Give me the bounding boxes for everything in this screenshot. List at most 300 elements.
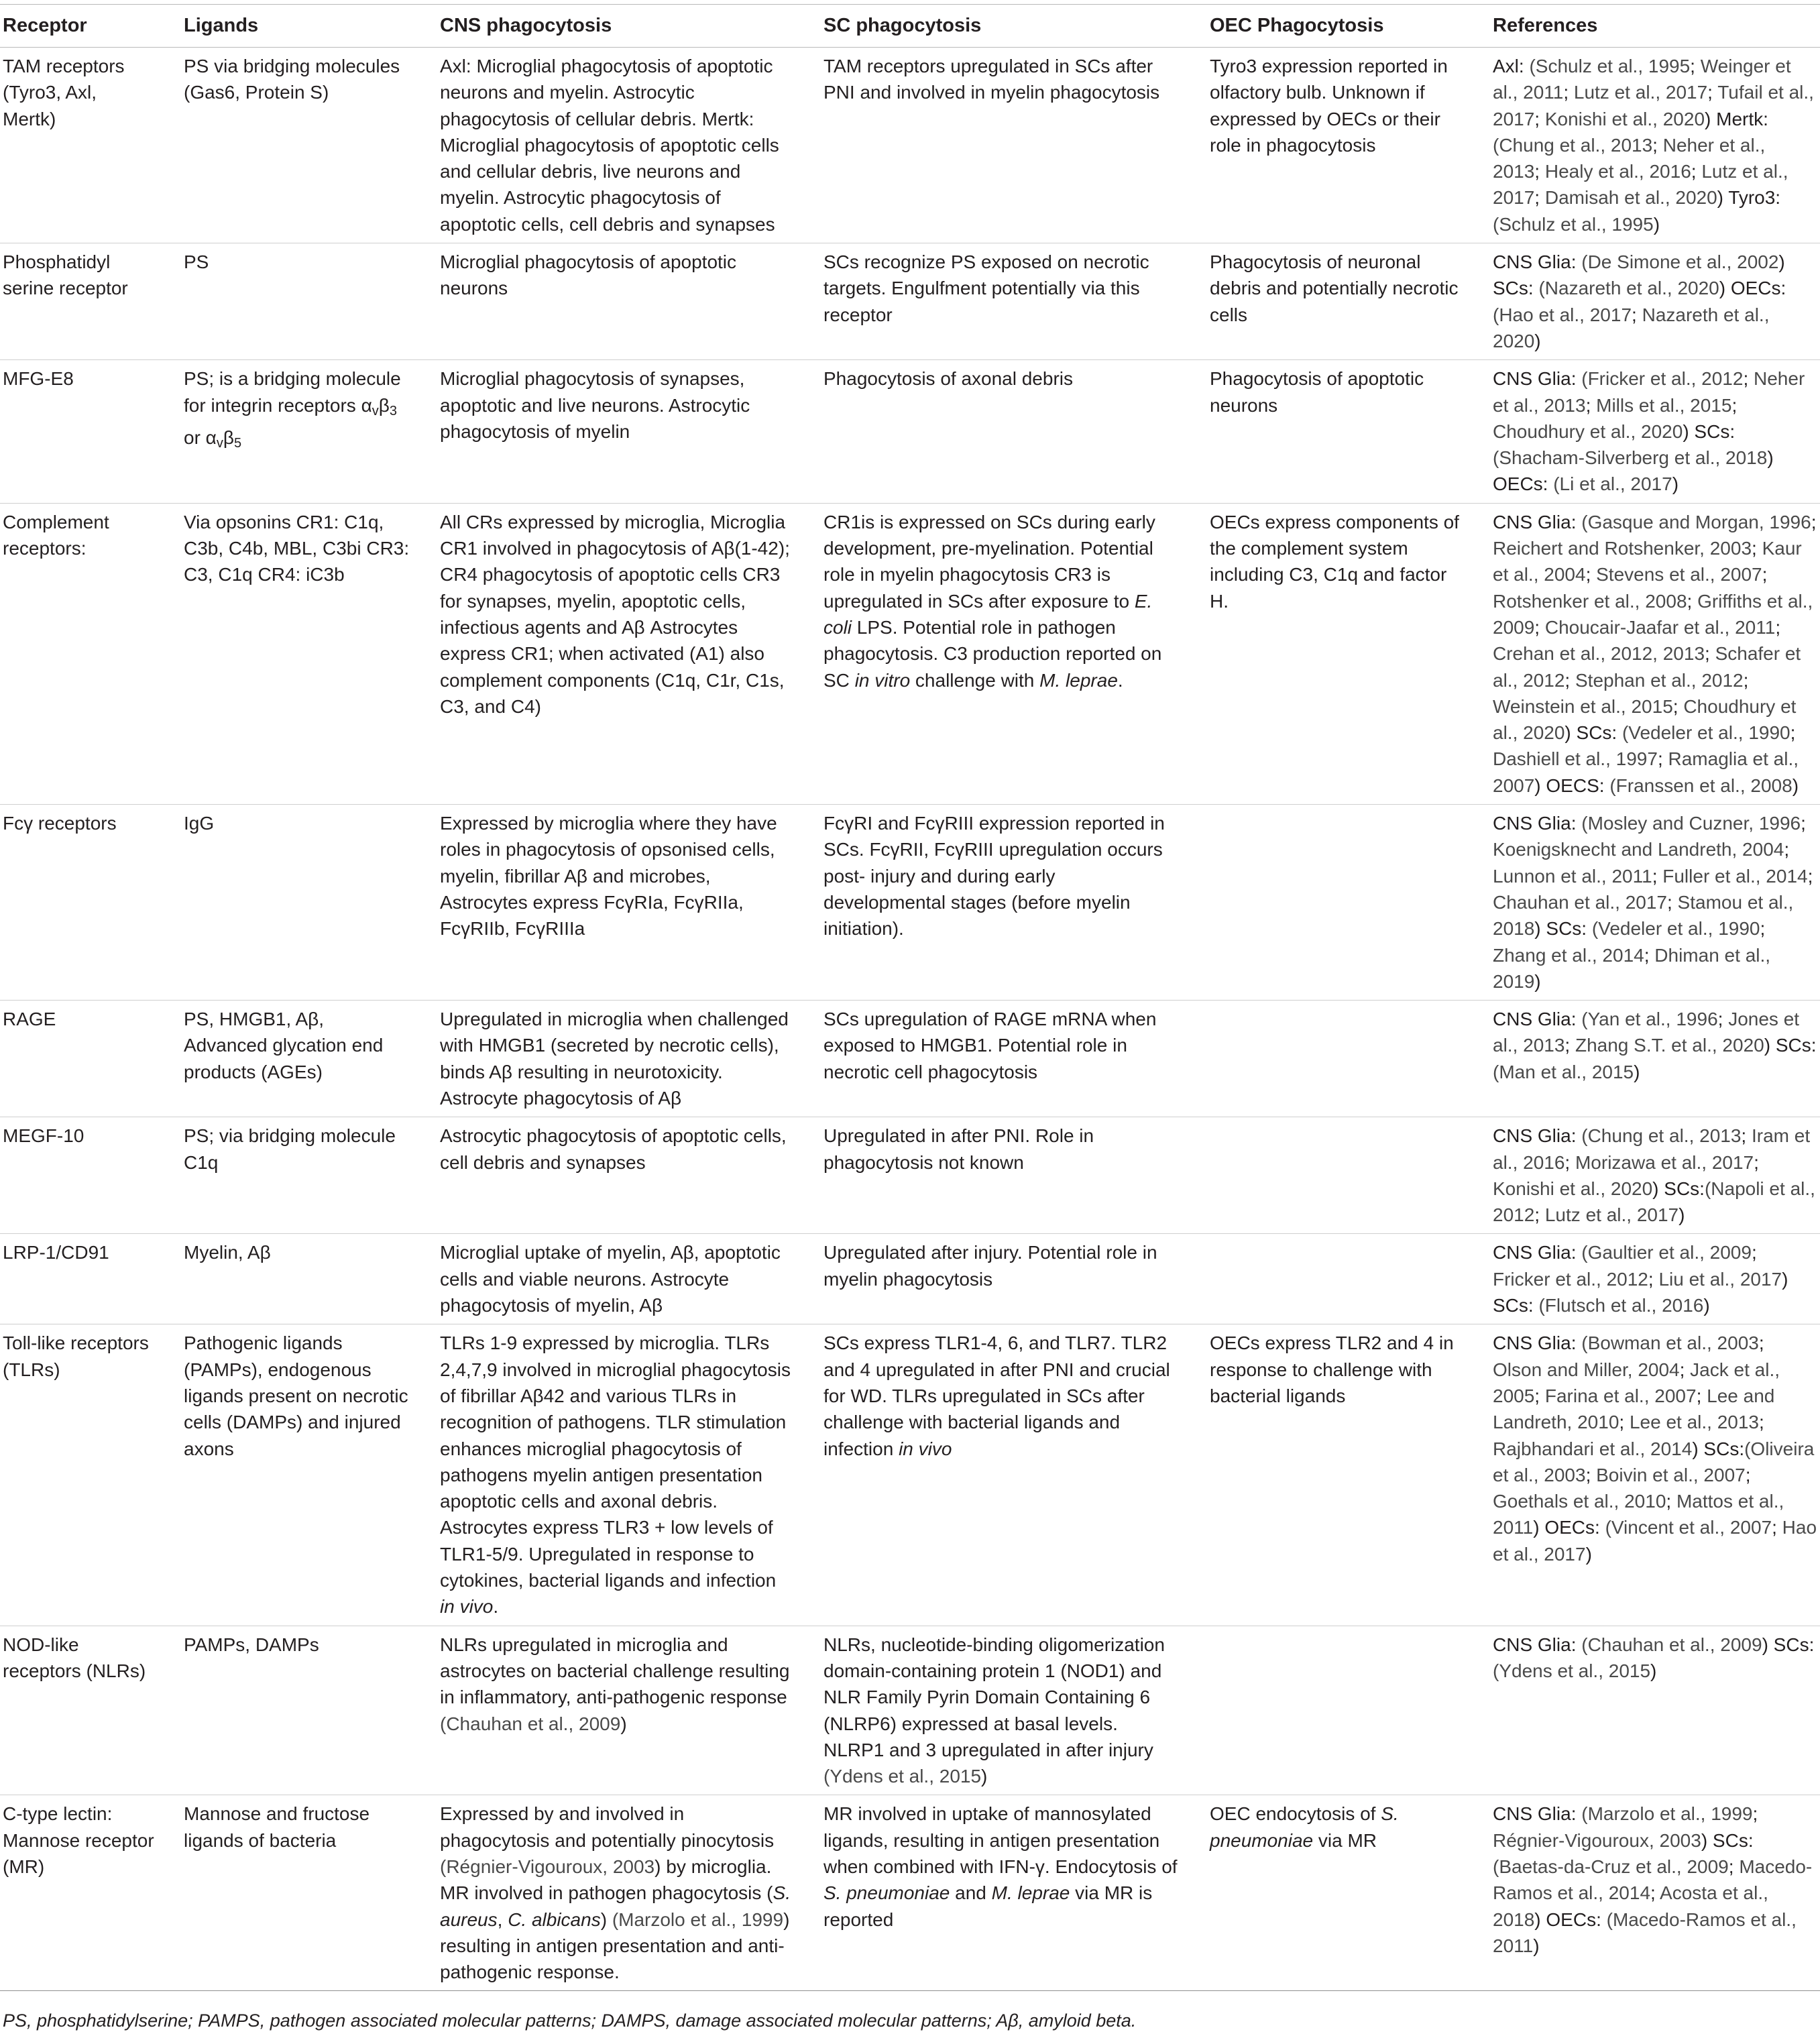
subscript-text: v <box>372 403 379 418</box>
citation-link[interactable]: (Gaultier et al., 2009 <box>1581 1242 1752 1263</box>
cell-text: ; <box>1751 1242 1757 1263</box>
cell-text: ; <box>1691 161 1702 182</box>
cell-text: NLRs upregulated in microglia and astrocytes on bacterial challenge resulting in inflammatory, anti-pathogenic response <box>440 1634 790 1708</box>
ligands-cell <box>181 1626 437 1795</box>
cell-text: Upregulated in after PNI. Role in phagocytosis not known <box>823 1125 1094 1173</box>
table-body <box>0 48 1820 1991</box>
citation-link[interactable]: (Chauhan et al., 2009 <box>440 1713 621 1734</box>
cell-text: Axl: <box>1493 56 1530 76</box>
cns-phagocytosis-cell <box>437 360 821 503</box>
cell-text: ; <box>1762 564 1768 585</box>
cell-text: ; <box>1619 1412 1630 1433</box>
citation-link[interactable]: Crehan et al., 2012, 2013 <box>1493 643 1705 665</box>
citation-link[interactable]: Rotshenker et al., 2008 <box>1493 590 1687 612</box>
oec-phagocytosis-cell <box>1207 360 1490 503</box>
oec-phagocytosis-cell <box>1207 805 1490 1001</box>
header-references: References <box>1490 5 1820 48</box>
citation-link[interactable]: (Marzolo et al., 1999 <box>612 1909 784 1930</box>
cell-text: ) SCs: <box>1534 918 1592 940</box>
citation-link[interactable]: Rajbhandari et al., 2014 <box>1493 1438 1693 1459</box>
cell-text: PAMPs, DAMPs <box>184 1634 319 1655</box>
cell-text: C. albicans <box>508 1909 601 1930</box>
header-cns-phagocytosis: CNS phagocytosis <box>437 5 821 48</box>
cell-text: ; <box>1811 511 1817 532</box>
cell-text: ; <box>1784 839 1790 860</box>
citation-link[interactable]: Nazareth et al., 2020 <box>1493 304 1770 351</box>
citation-link[interactable]: Koenigsknecht and Landreth, 2004 <box>1493 839 1784 860</box>
cell-text: ; <box>1741 1125 1752 1147</box>
table-row <box>0 243 1820 360</box>
cell-text: in vivo <box>440 1596 494 1618</box>
references-cell <box>1490 48 1820 243</box>
citation-link[interactable]: Stamou et al., 2018 <box>1493 891 1794 940</box>
cell-text: ; <box>1801 813 1806 834</box>
cell-text: Fcγ receptors <box>3 813 117 834</box>
citation-link[interactable]: (De Simone et al., 2002 <box>1581 251 1779 273</box>
table-row <box>0 360 1820 503</box>
cell-text: CNS Glia: <box>1493 251 1582 273</box>
sc-phagocytosis-cell <box>821 805 1207 1001</box>
citation-link[interactable]: (Chauhan et al., 2009 <box>1581 1634 1762 1655</box>
citation-link[interactable]: Zhang et al., 2014 <box>1493 944 1644 966</box>
cell-text: CNS Glia: <box>1493 1803 1582 1825</box>
citation-link[interactable]: (Schulz et al., 1995 <box>1493 213 1654 235</box>
cell-text: ) OECS: <box>1534 775 1610 796</box>
citation-link[interactable]: (Flutsch et al., 2016 <box>1538 1295 1704 1316</box>
citation-link[interactable]: Weinstein et al., 2015 <box>1493 695 1673 717</box>
cell-text: SCs upregulation of RAGE mRNA when exposed to HMGB1. Potential role in necrotic cell phagocytosis <box>823 1009 1157 1082</box>
cell-text: OECs express TLR2 and 4 in response to challenge with bacterial ligands <box>1210 1333 1454 1406</box>
ligands-cell <box>181 1324 437 1626</box>
cell-text: Complement receptors: <box>3 511 109 559</box>
cell-text: S. aureus <box>440 1882 791 1930</box>
cell-text: ) <box>1534 970 1541 992</box>
cell-text: , <box>497 1909 508 1930</box>
cell-text: PS via bridging molecules (Gas6, Protein S) <box>184 56 400 103</box>
cell-text: All CRs expressed by microglia, Microglia CR1 involved in phagocytosis of Aβ(1-42); CR4 phagocytosis of apoptotic cells CR3 for synapses, myelin, apoptotic cells, infectious agents and Aβ Astrocytes express CR1; when activated (A1) also complement components (C1q, C1r, C1s, C3, and C4) <box>440 511 790 717</box>
cell-text: ) SCs: <box>1683 420 1736 442</box>
cell-text: ; <box>1585 564 1597 585</box>
oec-phagocytosis-cell <box>1207 1324 1490 1626</box>
sc-phagocytosis-cell <box>821 1001 1207 1117</box>
ligands-cell <box>181 1795 437 1991</box>
cns-phagocytosis-cell <box>437 1795 821 1991</box>
cns-phagocytosis-cell <box>437 805 821 1001</box>
cell-text: β <box>378 394 390 416</box>
table-row <box>0 805 1820 1001</box>
cell-text: M. leprae <box>991 1882 1070 1904</box>
table-row <box>0 1117 1820 1234</box>
citation-link[interactable]: Choucair-Jaafar et al., 2011 <box>1544 616 1776 638</box>
cell-text: ; <box>1728 1856 1740 1877</box>
cell-text: OECs express components of the complement system including C3, C1q and factor H. <box>1210 511 1459 612</box>
header-sc-phagocytosis: SC phagocytosis <box>821 5 1207 48</box>
citation-link[interactable]: Acosta et al., 2018 <box>1493 1882 1768 1930</box>
cell-text: ) <box>1679 1204 1685 1226</box>
cell-text: ) <box>620 1713 627 1734</box>
citation-link[interactable]: Stevens et al., 2007 <box>1596 564 1762 585</box>
cell-text: ; <box>1644 944 1655 966</box>
cell-text: ; <box>1760 918 1766 940</box>
sc-phagocytosis-cell <box>821 48 1207 243</box>
cell-text: ) by microglia. MR involved in pathogen phagocytosis ( <box>440 1856 773 1904</box>
sc-phagocytosis-cell <box>821 1626 1207 1795</box>
citation-link[interactable]: (Vedeler et al., 1990 <box>1622 722 1790 744</box>
citation-link[interactable]: Liu et al., 2017 <box>1658 1268 1782 1290</box>
cell-text: Upregulated in microglia when challenged with HMGB1 (secreted by necrotic cells), binds Aβ resulting in neurotoxicity. Astrocyte phagocytosis of Aβ <box>440 1009 789 1109</box>
ligands-cell <box>181 805 437 1001</box>
receptor-cell <box>0 48 181 243</box>
sc-phagocytosis-cell <box>821 243 1207 360</box>
cell-text: via MR is reported <box>823 1882 1153 1930</box>
cell-text: TLRs 1-9 expressed by microglia. TLRs 2,4,7,9 involved in microglial phagocytosis of fibrillar Aβ42 and various TLRs in recognition of pathogens. TLR stimulation enhances microglial phagocytosis of pathogens myelin antigen presentation apoptotic cells and axonal debris. Astrocytes express TLR3 + low levels of TLR1-5/9. Upregulated in response to cytokines, bacterial ligands and infection <box>440 1333 791 1591</box>
oec-phagocytosis-cell <box>1207 1795 1490 1991</box>
cell-text: ; <box>1690 56 1701 76</box>
ligands-cell <box>181 1234 437 1324</box>
citation-link[interactable]: Damisah et al., 2020 <box>1544 187 1717 209</box>
cell-text: via MR <box>1313 1829 1377 1851</box>
cell-text: . <box>1117 669 1123 691</box>
cell-text: ; <box>1745 1464 1751 1485</box>
references-cell <box>1490 503 1820 804</box>
cns-phagocytosis-cell <box>437 1324 821 1626</box>
ligands-cell <box>181 360 437 503</box>
cell-text: ) SCs: <box>1692 1438 1745 1459</box>
cell-text: CNS Glia: <box>1493 813 1582 834</box>
cell-text: and <box>950 1882 992 1904</box>
cell-text: Expressed by microglia where they have roles in phagocytosis of opsonised cells, myelin, fibrillar Aβ and microbes, Astrocytes express FcγRIa, FcγRIIa, FcγRIIb, FcγRIIIa <box>440 813 777 940</box>
citation-link[interactable]: Hao et al., 2017 <box>1493 1517 1817 1565</box>
cell-text: ) <box>1792 775 1799 796</box>
cell-text: ; <box>1534 187 1545 209</box>
cell-text: Phagocytosis of neuronal debris and potentially necrotic cells <box>1210 251 1459 325</box>
cell-text: ; <box>1585 1464 1597 1485</box>
receptor-cell <box>0 243 181 360</box>
cell-text: Myelin, Aβ <box>184 1242 271 1263</box>
citation-link[interactable]: Dashiell et al., 1997 <box>1493 748 1658 770</box>
cell-text: in vitro <box>854 669 911 691</box>
citation-link[interactable]: Olson and Miller, 2004 <box>1493 1359 1680 1380</box>
citation-link[interactable]: Choudhury et al., 2020 <box>1493 420 1683 442</box>
cell-text: ; <box>1563 82 1574 103</box>
ligands-cell <box>181 1001 437 1117</box>
cell-text: ; <box>1585 394 1597 416</box>
cell-text: Phagocytosis of apoptotic neurons <box>1210 368 1424 416</box>
citation-link[interactable]: Morizawa et al., 2017 <box>1575 1151 1754 1173</box>
cell-text: Toll-like receptors (TLRs) <box>3 1333 149 1380</box>
citation-link[interactable]: Schafer et al., 2012 <box>1493 643 1801 691</box>
cell-text: ; <box>1752 538 1762 559</box>
citation-link[interactable]: Lee and Landreth, 2010 <box>1493 1385 1775 1433</box>
citation-link[interactable]: (Mosley and Cuzner, 1996 <box>1581 813 1801 834</box>
cell-text: ) Mertk: <box>1705 108 1768 129</box>
cell-text: ; <box>1758 1333 1764 1354</box>
citation-link[interactable]: Jones et al., 2013 <box>1493 1009 1800 1056</box>
citation-link[interactable]: Dhiman et al., 2019 <box>1493 944 1771 992</box>
cell-text: ) SCs: <box>1493 251 1785 299</box>
cell-text: ; <box>1752 1803 1758 1825</box>
citation-link[interactable]: Lutz et al., 2017 <box>1544 1204 1679 1226</box>
cell-text: ) <box>1634 1061 1640 1082</box>
subscript-text: 5 <box>233 435 242 451</box>
cell-text: ) <box>1533 1935 1540 1956</box>
cell-text: ; <box>1565 669 1575 691</box>
references-cell <box>1490 1324 1820 1626</box>
citation-link[interactable]: (Franssen et al., 2008 <box>1609 775 1793 796</box>
citation-link[interactable]: Konishi et al., 2020 <box>1544 108 1705 129</box>
cell-text: ) <box>1534 330 1541 351</box>
cell-text: Via opsonins CR1: C1q, C3b, C4b, MBL, C3bi CR3: C3, C1q CR4: iC3b <box>184 511 410 585</box>
cell-text: LRP-1/CD91 <box>3 1242 109 1263</box>
citation-link[interactable]: (Oliveira et al., 2003 <box>1493 1438 1815 1485</box>
references-cell <box>1490 805 1820 1001</box>
citation-link[interactable]: Fuller et al., 2014 <box>1662 865 1808 887</box>
citation-link[interactable]: (Chung et al., 2013 <box>1581 1125 1742 1147</box>
citation-link[interactable]: Lunnon et al., 2011 <box>1493 865 1652 887</box>
citation-link[interactable]: Goethals et al., 2010 <box>1493 1491 1666 1512</box>
cell-text: MR involved in uptake of mannosylated ligands, resulting in antigen presentation when combined with IFN-γ. Endocytosis of <box>823 1803 1178 1877</box>
cell-text: ) SCs: <box>1764 1035 1817 1056</box>
header-oec-phagocytosis: OEC Phagocytosis <box>1207 5 1490 48</box>
header-receptor: Receptor <box>0 5 181 48</box>
cell-text: . <box>493 1596 499 1618</box>
oec-phagocytosis-cell <box>1207 48 1490 243</box>
cell-text: ) SCs: <box>1652 1178 1705 1199</box>
cell-text: ; <box>1534 1385 1545 1406</box>
citation-link[interactable]: Fricker et al., 2012 <box>1493 1268 1648 1290</box>
table-row <box>0 48 1820 243</box>
cell-text: IgG <box>184 813 215 834</box>
citation-link[interactable]: (Régnier-Vigouroux, 2003 <box>440 1856 655 1877</box>
citation-link[interactable]: (Li et al., 2017 <box>1553 473 1672 495</box>
citation-link[interactable]: Neher et al., 2013 <box>1493 134 1766 182</box>
cell-text: FcγRI and FcγRIII expression reported in SCs. FcγRII, FcγRIII upregulation occurs post- injury and during early developmental stages (before myelin initiation). <box>823 813 1165 940</box>
citation-link[interactable]: Lee et al., 2013 <box>1629 1412 1759 1433</box>
citation-link[interactable]: (Schulz et al., 1995 <box>1529 56 1691 76</box>
references-cell <box>1490 1234 1820 1324</box>
cell-text: Upregulated after injury. Potential role in myelin phagocytosis <box>823 1242 1157 1290</box>
table-row <box>0 1001 1820 1117</box>
cns-phagocytosis-cell <box>437 503 821 804</box>
cell-text: S. pneumoniae <box>823 1882 950 1904</box>
header-row <box>0 5 1820 48</box>
citation-link[interactable]: Mattos et al., 2011 <box>1493 1491 1784 1538</box>
cell-text: ; <box>1565 1035 1575 1056</box>
citation-link[interactable]: Boivin et al., 2007 <box>1596 1464 1746 1485</box>
citation-link[interactable]: Mills et al., 2015 <box>1596 394 1732 416</box>
citation-link[interactable]: (Macedo-Ramos et al., 2011 <box>1493 1909 1797 1956</box>
cell-text: ; <box>1790 722 1796 744</box>
cell-text: ) OECs: <box>1493 447 1774 495</box>
cell-text: ; <box>1775 616 1781 638</box>
cell-text: Mannose and fructose ligands of bacteria <box>184 1803 370 1851</box>
cell-text: TAM receptors (Tyro3, Axl, Mertk) <box>3 56 125 129</box>
cell-text: LPS. Potential role in pathogen phagocytosis. C3 production reported on SC <box>823 616 1162 691</box>
cell-text: ; <box>1759 1412 1764 1433</box>
cell-text: Phagocytosis of axonal debris <box>823 368 1073 390</box>
citation-link[interactable]: (Nazareth et al., 2020 <box>1538 278 1719 299</box>
cns-phagocytosis-cell <box>437 1117 821 1234</box>
citation-link[interactable]: (Yan et al., 1996 <box>1581 1009 1718 1030</box>
cell-text: Pathogenic ligands (PAMPs), endogenous ligands present on necrotic cells (DAMPs) and injured axons <box>184 1333 408 1459</box>
citation-link[interactable]: (Ydens et al., 2015 <box>1493 1660 1651 1681</box>
cell-text: ) OECs: <box>1719 278 1786 299</box>
cns-phagocytosis-cell <box>437 243 821 360</box>
cell-text: ; <box>1534 616 1545 638</box>
table-row <box>0 503 1820 804</box>
cell-text: ) SCs: <box>1565 722 1622 744</box>
cell-text: Axl: Microglial phagocytosis of apoptotic neurons and myelin. Astrocytic phagocytosis of cellular debris. Mertk: Microglial phagocytosis of apoptotic cells and cellular debris, live neurons and myelin. Astrocytic phagocytosis of apoptotic cells, cell debris and synapses <box>440 56 779 235</box>
cell-text: CNS Glia: <box>1493 1125 1582 1147</box>
cell-text: TAM receptors upregulated in SCs after PNI and involved in myelin phagocytosis <box>823 56 1160 103</box>
ligands-cell <box>181 243 437 360</box>
subscript-text: v <box>216 435 223 451</box>
citation-link[interactable]: Kaur et al., 2004 <box>1493 538 1802 585</box>
oec-phagocytosis-cell <box>1207 1117 1490 1234</box>
cns-phagocytosis-cell <box>437 1001 821 1117</box>
cell-text: ; <box>1696 1385 1707 1406</box>
cell-text: ; <box>1743 669 1749 691</box>
oec-phagocytosis-cell <box>1207 1626 1490 1795</box>
citation-link[interactable]: Reichert and Rotshenker, 2003 <box>1493 538 1752 559</box>
cell-text: CNS Glia: <box>1493 511 1582 532</box>
citation-link[interactable]: (Gasque and Morgan, 1996 <box>1581 511 1811 532</box>
cns-phagocytosis-cell <box>437 1234 821 1324</box>
citation-link[interactable]: (Napoli et al., 2012 <box>1493 1178 1815 1226</box>
citation-link[interactable]: (Shacham-Silverberg et al., 2018 <box>1493 447 1768 469</box>
cell-text: RAGE <box>3 1009 56 1030</box>
citation-link[interactable]: Healy et al., 2016 <box>1544 161 1691 182</box>
citation-link[interactable]: (Fricker et al., 2012 <box>1581 368 1744 390</box>
citation-link[interactable]: (Hao et al., 2017 <box>1493 304 1632 325</box>
cell-text: ) OECs: <box>1533 1517 1605 1538</box>
header-ligands: Ligands <box>181 5 437 48</box>
citation-link[interactable]: Tufail et al., 2017 <box>1493 82 1814 129</box>
citation-link[interactable]: Ramaglia et al., 2007 <box>1493 748 1799 796</box>
receptor-cell <box>0 1795 181 1991</box>
ligands-cell <box>181 503 437 804</box>
citation-link[interactable]: (Ydens et al., 2015 <box>823 1766 982 1787</box>
citation-link[interactable]: Lutz et al., 2017 <box>1493 161 1788 209</box>
citation-link[interactable]: Jack et al., 2005 <box>1493 1359 1780 1406</box>
sc-phagocytosis-cell <box>821 1234 1207 1324</box>
receptor-cell <box>0 360 181 503</box>
cell-text: CNS Glia: <box>1493 1333 1582 1354</box>
references-cell <box>1490 1001 1820 1117</box>
cell-text: CNS Glia: <box>1493 1009 1582 1030</box>
receptor-cell <box>0 1234 181 1324</box>
ligands-cell <box>181 48 437 243</box>
cell-text: ; <box>1707 82 1718 103</box>
citation-link[interactable]: (Chung et al., 2013 <box>1493 134 1653 156</box>
cell-text: Phosphatidyl serine receptor <box>3 251 128 299</box>
cell-text: C-type lectin: Mannose receptor (MR) <box>3 1803 154 1877</box>
ligands-cell <box>181 1117 437 1234</box>
cell-text: ; <box>1731 394 1738 416</box>
references-cell <box>1490 243 1820 360</box>
cell-text: ) <box>600 1909 612 1930</box>
cell-text: Microglial phagocytosis of synapses, apoptotic and live neurons. Astrocytic phagocytosis of myelin <box>440 368 750 442</box>
cell-text: MFG-E8 <box>3 368 74 390</box>
citation-link[interactable]: Iram et al., 2016 <box>1493 1125 1811 1173</box>
cell-text: ) <box>981 1766 988 1787</box>
table-header <box>0 5 1820 48</box>
cell-text: PS; is a bridging molecule for integrin receptors α <box>184 368 401 416</box>
citation-link[interactable]: (Bowman et al., 2003 <box>1581 1333 1759 1354</box>
cell-text: ; <box>1672 695 1684 717</box>
citation-link[interactable]: Neher et al., 2013 <box>1493 368 1805 416</box>
citation-link[interactable]: Weinger et al., 2011 <box>1493 56 1791 103</box>
cell-text: SCs recognize PS exposed on necrotic targets. Engulfment potentially via this receptor <box>823 251 1149 325</box>
citation-link[interactable]: Stephan et al., 2012 <box>1575 669 1744 691</box>
citation-link[interactable]: (Marzolo et al., 1999 <box>1581 1803 1753 1825</box>
cell-text: Astrocytic phagocytosis of apoptotic cells, cell debris and synapses <box>440 1125 787 1173</box>
cell-text: ) SCs: <box>1493 1268 1788 1316</box>
cell-text: β <box>223 427 234 448</box>
citation-link[interactable]: (Man et al., 2015 <box>1493 1061 1634 1082</box>
table-row <box>0 1795 1820 1991</box>
citation-link[interactable]: (Vedeler et al., 1990 <box>1591 918 1760 940</box>
citation-link[interactable]: Farina et al., 2007 <box>1544 1385 1697 1406</box>
receptor-cell <box>0 1626 181 1795</box>
sc-phagocytosis-cell <box>821 360 1207 503</box>
oec-phagocytosis-cell <box>1207 1234 1490 1324</box>
cell-text: ) <box>1585 1543 1592 1565</box>
cell-text: ) OECs: <box>1534 1909 1607 1930</box>
cell-text: ; <box>1666 891 1678 913</box>
citation-link[interactable]: Chauhan et al., 2017 <box>1493 891 1667 913</box>
cell-text: ; <box>1534 1204 1545 1226</box>
cell-text: ; <box>1687 590 1698 612</box>
subscript-text: 3 <box>389 403 397 418</box>
sc-phagocytosis-cell <box>821 1324 1207 1626</box>
cell-text: ; <box>1717 1009 1729 1030</box>
cell-text: challenge with <box>910 669 1040 691</box>
citation-link[interactable]: Régnier-Vigouroux, 2003 <box>1493 1829 1701 1851</box>
citation-link[interactable]: Macedo-Ramos et al., 2014 <box>1493 1856 1813 1904</box>
citation-link[interactable]: Lutz et al., 2017 <box>1573 82 1708 103</box>
cell-text: PS, HMGB1, Aβ, Advanced glycation end products (AGEs) <box>184 1009 384 1082</box>
cell-text: ; <box>1743 368 1754 390</box>
table-row <box>0 1324 1820 1626</box>
cell-text: CNS Glia: <box>1493 1242 1582 1263</box>
cell-text: ; <box>1632 304 1642 325</box>
cell-text: ) resulting in antigen presentation and anti-pathogenic response. <box>440 1909 790 1983</box>
citation-link[interactable]: Choudhury et al., 2020 <box>1493 695 1797 744</box>
cell-text: Microglial uptake of myelin, Aβ, apoptotic cells and viable neurons. Astrocyte phagocytosis of myelin, Aβ <box>440 1242 781 1316</box>
citation-link[interactable]: Griffiths et al., 2009 <box>1493 590 1813 638</box>
table-footnote: PS, phosphatidylserine; PAMPS, pathogen associated molecular patterns; DAMPS, damage associated molecular patterns; Aβ, amyloid beta. <box>3 2010 1137 2031</box>
cell-text: SCs express TLR1-4, 6, and TLR7. TLR2 and 4 upregulated in after PNI and crucial for WD. TLRs upregulated in SCs after challenge with bacterial ligands and infection <box>823 1333 1170 1459</box>
cell-text: or α <box>184 427 217 448</box>
cell-text: ; <box>1807 865 1813 887</box>
cell-text: M. leprae <box>1039 669 1118 691</box>
sc-phagocytosis-cell <box>821 1117 1207 1234</box>
table-row <box>0 1626 1820 1795</box>
citation-link[interactable]: (Baetas-da-Cruz et al., 2009 <box>1493 1856 1729 1877</box>
cell-text: PS; via bridging molecule C1q <box>184 1125 396 1173</box>
cell-text: ) Tyro3: <box>1717 187 1781 209</box>
cell-text: ) SCs: <box>1701 1829 1754 1851</box>
citation-link[interactable]: Konishi et al., 2020 <box>1493 1178 1653 1199</box>
citation-link[interactable]: (Vincent et al., 2007 <box>1605 1517 1772 1538</box>
citation-link[interactable]: Zhang S.T. et al., 2020 <box>1575 1035 1764 1056</box>
receptor-cell <box>0 805 181 1001</box>
cell-text: ) SCs: <box>1762 1634 1815 1655</box>
cell-text: PS <box>184 251 209 273</box>
cell-text: ) <box>1703 1295 1710 1316</box>
cell-text: ; <box>1705 643 1715 665</box>
